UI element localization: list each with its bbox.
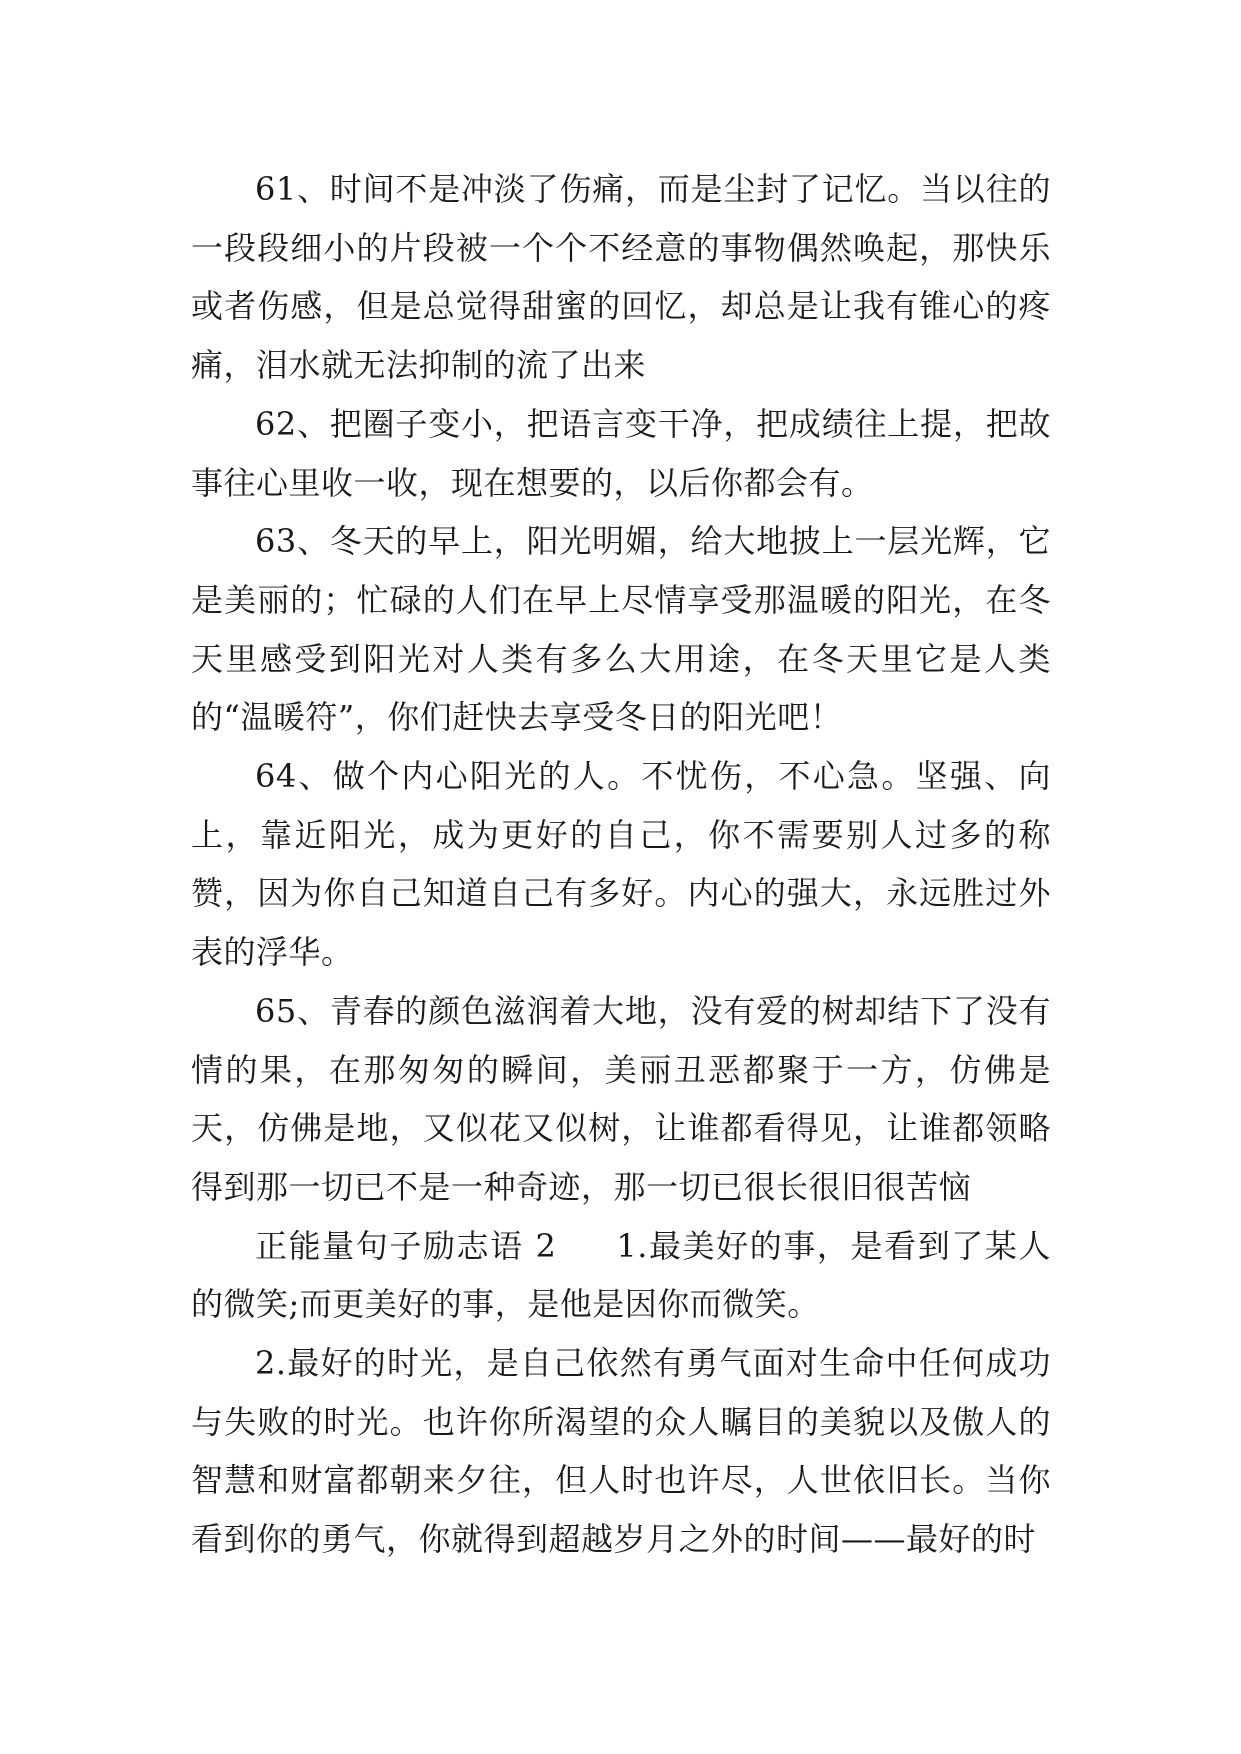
section-heading-paragraph bbox=[191, 1217, 1051, 1334]
paragraph-63 bbox=[191, 512, 1051, 747]
paragraph-text: 1.最美好的事，是看到了某人的微笑;而更美好的事，是他是因你而微笑。 bbox=[191, 1226, 1051, 1324]
paragraph-text: 61、时间不是冲淡了伤痛，而是尘封了记忆。当以往的一段段细小的片段被一个个不经意的事物偶然唤起，那快乐或者伤感，但是总觉得甜蜜的回忆，却总是让我有锥心的疼痛，泪水就无法抑制的流了出来 bbox=[191, 170, 1051, 385]
paragraph-61 bbox=[191, 160, 1051, 395]
document-body bbox=[191, 160, 1051, 1569]
section-heading: 正能量句子励志语 2 bbox=[255, 1226, 557, 1265]
paragraph-65 bbox=[191, 982, 1051, 1217]
paragraph-text: 2.最好的时光，是自己依然有勇气面对生命中任何成功与失败的时光。也许你所渴望的众人瞩目的美貌以及傲人的智慧和财富都朝来夕往，但人时也许尽，人世依旧长。当你看到你的勇气，你就得到超越岁月之外的时间——最好的时 bbox=[191, 1344, 1051, 1559]
paragraph-2 bbox=[191, 1334, 1051, 1569]
paragraph-64 bbox=[191, 747, 1051, 982]
paragraph-62 bbox=[191, 395, 1051, 512]
paragraph-text: 64、做个内心阳光的人。不忧伤，不心急。坚强、向上，靠近阳光，成为更好的自己，你不需要别人过多的称赞，因为你自己知道自己有多好。内心的强大，永远胜过外表的浮华。 bbox=[191, 757, 1051, 972]
paragraph-text: 65、青春的颜色滋润着大地，没有爱的树却结下了没有情的果，在那匆匆的瞬间，美丽丑恶都聚于一方，仿佛是天，仿佛是地，又似花又似树，让谁都看得见，让谁都领略得到那一切已不是一种奇迹，那一切已很长很旧很苦恼 bbox=[191, 991, 1051, 1206]
paragraph-text: 63、冬天的早上，阳光明媚，给大地披上一层光辉，它是美丽的；忙碌的人们在早上尽情享受那温暖的阳光，在冬天里感受到阳光对人类有多么大用途，在冬天里它是人类的“温暖符”，你们赶快去享受冬日的阳光吧！ bbox=[191, 522, 1051, 737]
paragraph-text: 62、把圈子变小，把语言变干净，把成绩往上提，把故事往心里收一收，现在想要的，以后你都会有。 bbox=[191, 404, 1051, 502]
